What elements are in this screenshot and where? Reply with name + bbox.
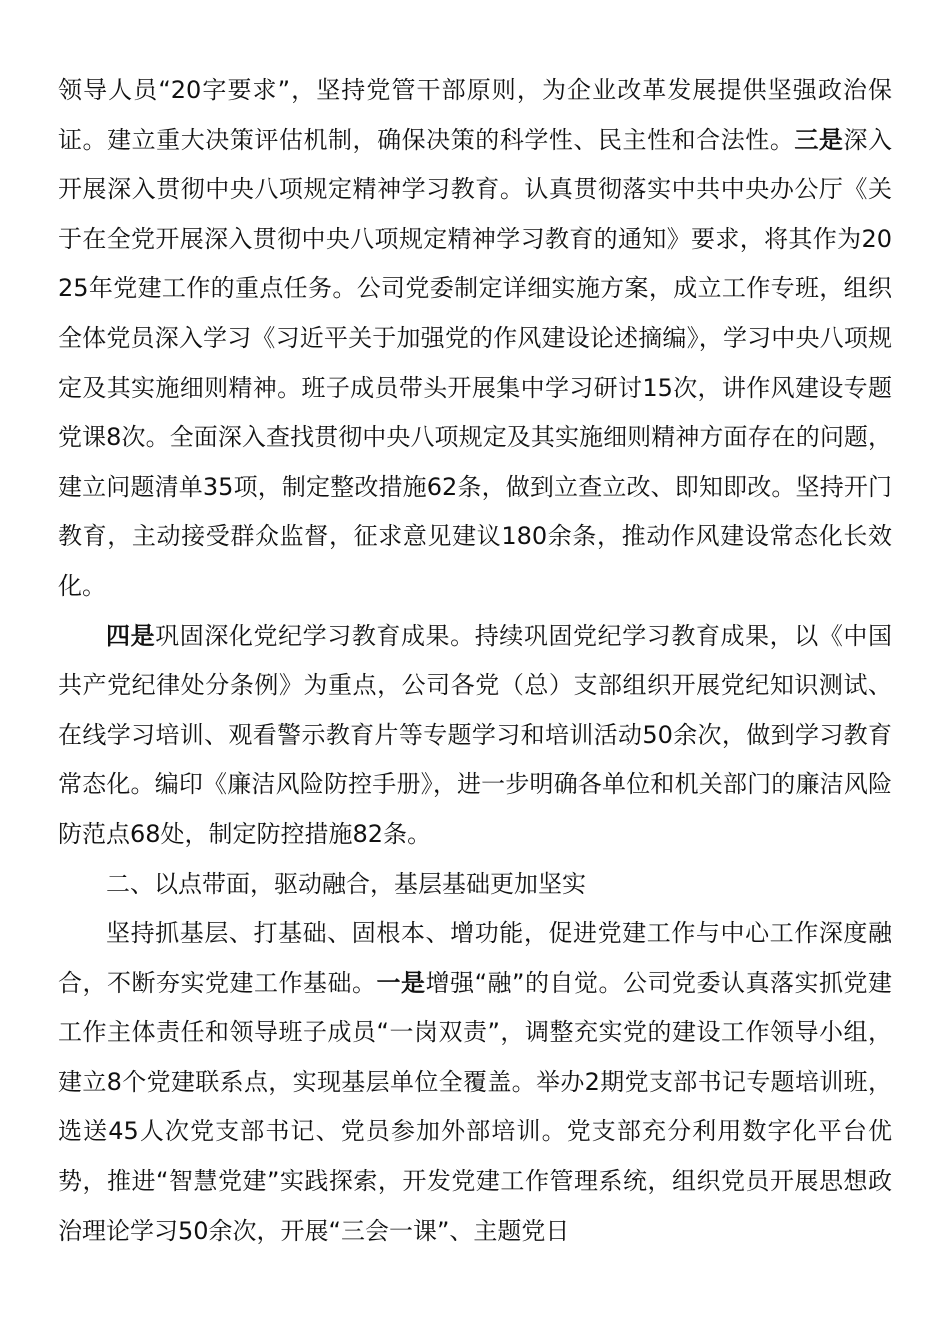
section-heading-two: 二、以点带面，驱动融合，基层基础更加坚实 [106, 869, 586, 898]
paragraph-text: 巩固深化党纪学习教育成果。持续巩固党纪学习教育成果，以《中国共产党纪律处分条例》为重点，公司各党（总）支部组织开展党纪知识测试、在线学习培训、观看警示教育片等专题学习和培训活动50余次，做到学习教育常态化。编印《廉洁风险防控手册》，进一步明确各单位和机关部门的廉洁风险防范点68处，制定防控措施82条。 [58, 621, 893, 848]
paragraph-text: 坚持抓基层、打基础、固根本、增功能，促进党建工作与中心工作深度融合，不断夯实党建工作基础。 [58, 919, 892, 997]
paragraph-grassroots-integration [58, 909, 892, 1256]
paragraph-text: 领导人员“20字要求”，坚持党管干部原则，为企业改革发展提供坚强政治保证。建立重大决策评估机制，确保决策的科学性、民主性和合法性。 [58, 76, 892, 154]
item-marker-three: 三是 [794, 125, 844, 154]
item-marker-four: 四是 [106, 621, 156, 650]
paragraph-text: 增强“融”的自觉。公司党委认真落实抓党建工作主体责任和领导班子成员“一岗双责”，调整充实党的建设工作领导小组，建立8个党建联系点，实现基层单位全覆盖。举办2期党支部书记专题培训班，选送45人次党支部书记、党员参加外部培训。党支部充分利用数字化平台优势，推进“智慧党建”实践探索，开发党建工作管理系统，组织党员开展思想政治理论学习50余次，开展“三会一课”、主题党日 [58, 968, 892, 1245]
paragraph-discipline-education [58, 612, 892, 860]
item-marker-one: 一是 [376, 968, 426, 997]
document-page [58, 66, 892, 1256]
paragraph-party-conduct-education [58, 66, 892, 612]
paragraph-text: 深入开展深入贯彻中央八项规定精神学习教育。认真贯彻落实中共中央办公厅《关于在全党开展深入贯彻中央八项规定精神学习教育的通知》要求，将其作为2025年党建工作的重点任务。公司党委制定详细实施方案，成立工作专班，组织全体党员深入学习《习近平关于加强党的作风建设论述摘编》，学习中央八项规定及其实施细则精神。班子成员带头开展集中学习研讨15次，讲作风建设专题党课8次。全面深入查找贯彻中央八项规定及其实施细则精神方面存在的问题，建立问题清单35项，制定整改措施62条，做到立查立改、即知即改。坚持开门教育，主动接受群众监督，征求意见建议180余条，推动作风建设常态化长效化。 [58, 125, 893, 600]
